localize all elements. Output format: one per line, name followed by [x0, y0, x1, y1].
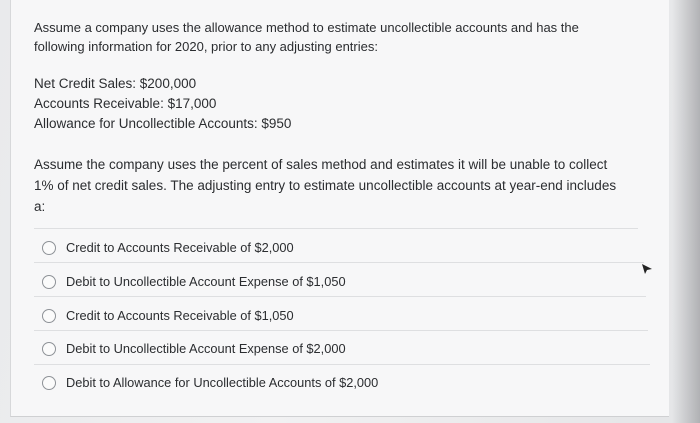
question-block [34, 18, 619, 231]
answer-option-4[interactable] [42, 341, 346, 356]
fact-allowance: Allowance for Uncollectible Accounts: $950 [34, 116, 292, 131]
fact-net-credit-sales: Net Credit Sales: $200,000 [34, 76, 197, 91]
mouse-pointer-icon [641, 263, 653, 275]
answer-option-label: Credit to Accounts Receivable of $1,050 [66, 308, 294, 323]
fact-accounts-receivable: Accounts Receivable: $17,000 [34, 96, 217, 111]
answer-option-label: Debit to Uncollectible Account Expense of $1,050 [66, 274, 346, 289]
question-intro: Assume a company uses the allowance method to estimate uncollectible accounts and has the following information for 2020, prior to any adjusting entries: [34, 20, 579, 54]
answer-option-label: Credit to Accounts Receivable of $2,000 [66, 240, 294, 255]
answer-option-2[interactable] [42, 274, 346, 289]
question-scenario: Assume the company uses the percent of sales method and estimates it will be unable to collect 1% of net credit sales. The adjusting entry to estimate uncollectible accounts at year-end includes a: [34, 157, 617, 214]
answer-option-5[interactable] [42, 375, 378, 390]
separator [34, 228, 638, 229]
answer-option-label: Debit to Allowance for Uncollectible Accounts of $2,000 [66, 375, 379, 390]
answer-option-label: Debit to Uncollectible Account Expense of $2,000 [66, 341, 346, 356]
radio-empty-icon[interactable] [42, 376, 56, 390]
facts-list [34, 74, 619, 134]
answer-option-3[interactable] [42, 308, 294, 323]
radio-empty-icon[interactable] [42, 275, 56, 289]
radio-empty-icon[interactable] [42, 342, 56, 356]
separator [34, 330, 648, 331]
separator [34, 262, 644, 263]
radio-empty-icon[interactable] [42, 241, 56, 255]
answer-option-1[interactable] [42, 240, 294, 255]
separator [34, 364, 650, 365]
separator [34, 296, 646, 297]
radio-empty-icon[interactable] [42, 309, 56, 323]
